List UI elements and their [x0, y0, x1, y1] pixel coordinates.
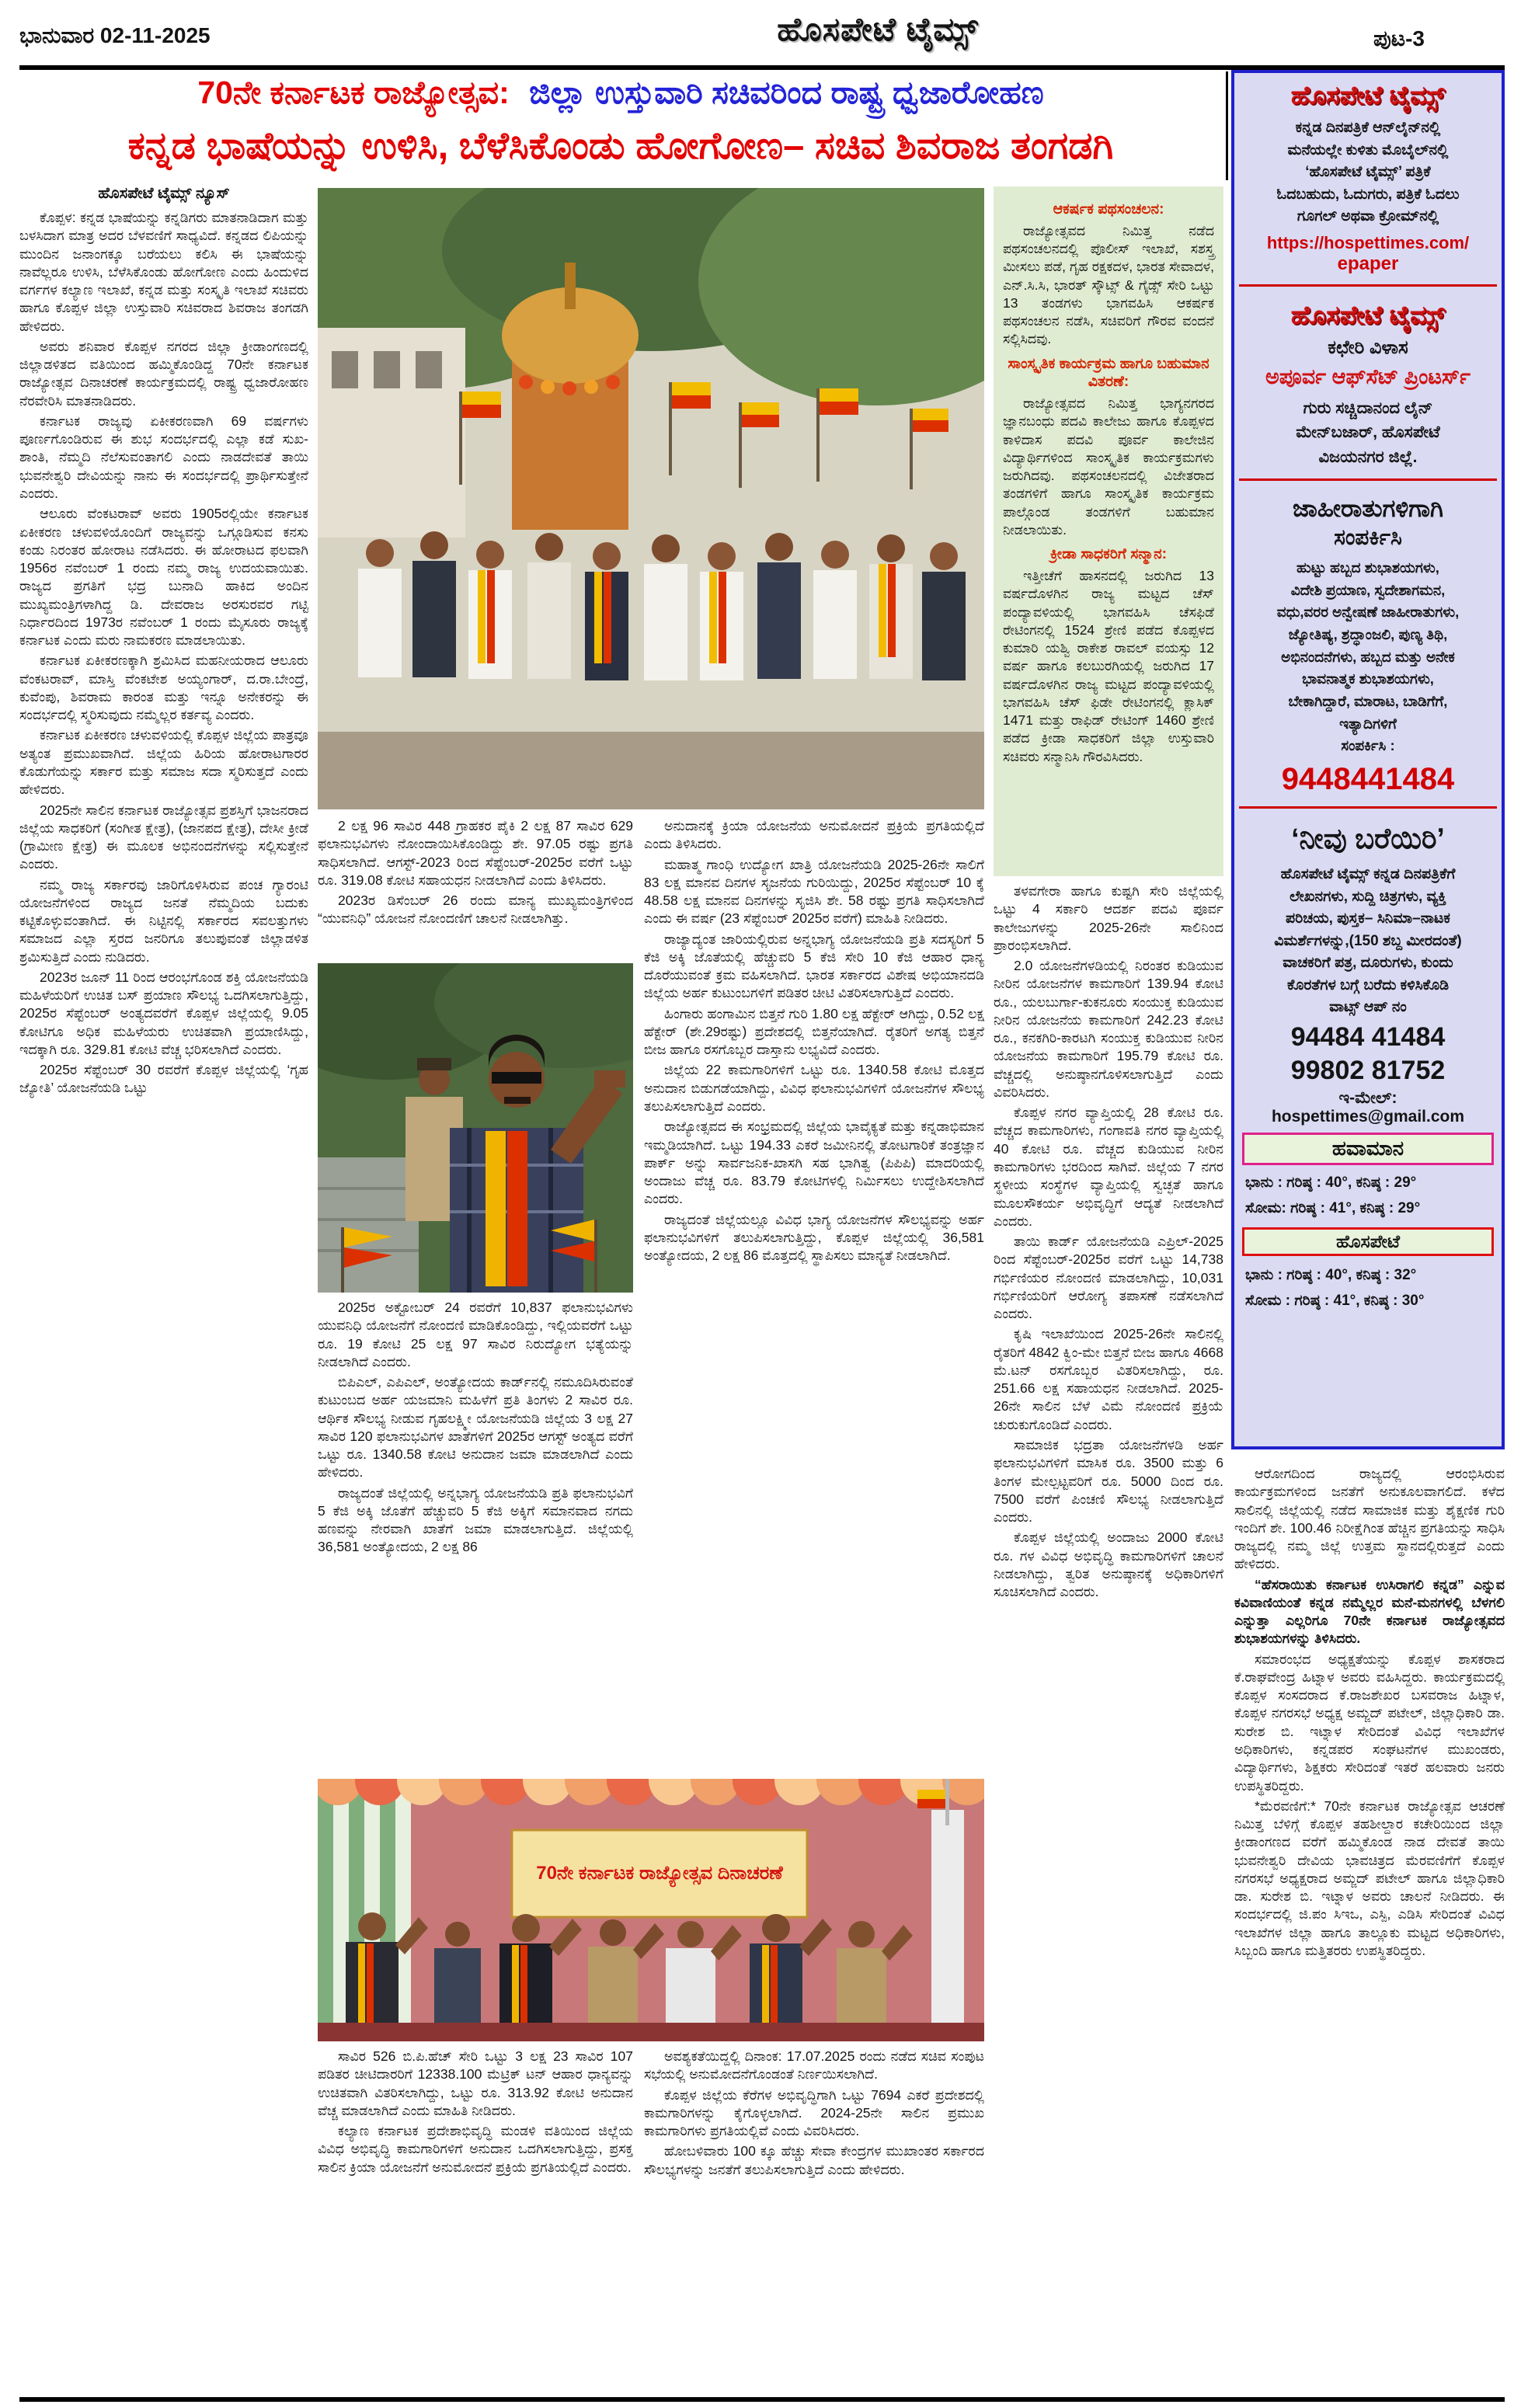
headline-sidebar-divider: [1226, 71, 1228, 180]
paragraph: ಕರ್ನಾಟಕ ಏಕೀಕರಣಕ್ಕಾಗಿ ಶ್ರಮಿಸಿದ ಮಹನೀಯರಾದ ಆಲೂರು ವೆಂಕಟರಾವ್, ಮಾಸ್ತಿ ವೆಂಕಟೇಶ ಅಯ್ಯಂಗಾರ್, ದ.ರಾ.ಬೇಂದ್ರೆ, ಕುವೆಂಪು, ಶಿವರಾಮ ಕಾರಂತ ಮತ್ತು ಇನ್ನೂ ಅನೇಕರನ್ನು ಈ ಸಂದರ್ಭದಲ್ಲಿ ಸ್ಮರಿಸುವುದು ನಮ್ಮೆಲ್ಲರ ಕರ್ತವ್ಯ ಎಂದರು.: [19, 652, 308, 723]
paragraph: ಸಾವಿರ 526 ಬಿ.ಪಿ.ಹೆಚ್ ಸೇರಿ ಒಟ್ಟು 3 ಲಕ್ಷ 23 ಸಾವಿರ 107 ಪಡಿತರ ಚೀಟಿದಾರರಿಗೆ 12338.100 ಮೆಟ್ರಿಕ್ ಟನ್ ಆಹಾರ ಧಾನ್ಯವನ್ನು ಉಚಿತವಾಗಿ ವಿತರಿಸಲಾಗಿದ್ದು, ಒಟ್ಟು ರೂ. 313.92 ಕೋಟಿ ಅನುದಾನ ವೆಚ್ಚ ಮಾಡಲಾಗಿದೆ ಎಂದು ಮಾಹಿತಿ ನೀಡಿದರು.: [318, 2048, 633, 2118]
paragraph: ನಮ್ಮ ರಾಜ್ಯ ಸರ್ಕಾರವು ಜಾರಿಗೊಳಿಸಿರುವ ಪಂಚ ಗ್ಯಾರಂಟಿ ಯೋಜನೆಗಳಿಂದ ರಾಜ್ಯದ ಜನತೆ ನೆಮ್ಮದಿಯ ಬದುಕು ಕಟ್ಟಿಕೊಳ್ಳುವಂತಾಗಿದೆ. ಈ ನಿಟ್ಟಿನಲ್ಲಿ ಸರ್ಕಾರದ ಸವಲತ್ತುಗಳು ಸಮಾಜದ ಎಲ್ಲಾ ಸ್ತರದ ಜನರಿಗೂ ತಲುಪುವಂತೆ ಜಿಲ್ಲಾಡಳಿತ ಶ್ರಮಿಸುತ್ತಿದೆ ಎಂದು ನುಡಿದರು.: [19, 876, 308, 965]
headline-main: ಕನ್ನಡ ಭಾಷೆಯನ್ನು ಉಳಿಸಿ, ಬೆಳೆಸಿಕೊಂಡು ಹೋಗೋಣ– ಸಚಿವ ಶಿವರಾಜ ತಂಗಡಗಿ: [127, 125, 1114, 167]
column-a-top: [318, 817, 633, 959]
photo-minister-salute-illustration: [318, 963, 633, 1293]
paragraph: ಜ್ಯೋತಿಷ್ಯ, ಶ್ರದ್ಧಾಂಜಲಿ, ಪುಣ್ಯ ತಿಥಿ,: [1288, 626, 1448, 643]
paragraph: ‘ಹೊಸಪೇಟೆ ಟೈಮ್ಸ್’ ಪತ್ರಿಕೆ: [1305, 164, 1431, 180]
paragraph: ಹಿಂಗಾರು ಹಂಗಾಮಿನ ಬಿತ್ತನೆ ಗುರಿ 1.80 ಲಕ್ಷ ಹೆಕ್ಟೇರ್ ಆಗಿದ್ದು, 0.52 ಲಕ್ಷ ಹೆಕ್ಟೇರ್ (ಶೇ.29ರಷ್ಟು) ಪ್ರದೇಶದಲ್ಲಿ ಬಿತ್ತನೆಯಾಗಿದೆ. ರೈತರಿಗೆ ಅಗತ್ಯ ಬಿತ್ತನೆ ಬೀಜ ಹಾಗೂ ರಸಗೊಬ್ಬರ ದಾಸ್ತಾನು ಲಭ್ಯವಿದೆ ಎಂದರು.: [644, 1005, 984, 1058]
paragraph: ಮೇನ್‌ಬಜಾರ್, ಹೊಸಪೇಟೆ: [1296, 423, 1440, 441]
epaper-url: https://hospettimes.com/: [1266, 232, 1470, 252]
epaper-ad-lines: [1241, 117, 1495, 228]
photo-procession-illustration: [318, 188, 984, 809]
paragraph: ವಧು,ವರರ ಅನ್ವೇಷಣೆ ಜಾಹೀರಾತುಗಳು,: [1276, 604, 1460, 621]
office-address-title: ಕಛೇರಿ ವಿಳಾಸ: [1328, 336, 1408, 358]
photo-minister-salute: [318, 963, 633, 1293]
paragraph: ಸೋಮ : ಗರಿಷ್ಠ : 41°, ಕನಿಷ್ಠ : 30°: [1245, 1293, 1425, 1310]
paragraph: ಕೊರತೆಗಳ ಬಗ್ಗೆ ಬರೆದು ಕಳಿಸಿಕೊಡಿ: [1286, 976, 1450, 993]
paragraph: ರಾಜ್ಯೋತ್ಸವದ ನಿಮಿತ್ತ ನಡೆದ ಪಥಸಂಚಲನದಲ್ಲಿ ಪೊಲೀಸ್ ಇಲಾಖೆ, ಸಶಸ್ತ್ರ ಮೀಸಲು ಪಡೆ, ಗೃಹ ರಕ್ಷಕದಳ, ಭಾರತ ಸೇವಾದಳ, ಎನ್.ಸಿ.ಸಿ, ಭಾರತ್ ಸ್ಕೌಟ್ಸ್ & ಗೈಡ್ಸ್ ಸೇರಿ ಒಟ್ಟು 13 ತಂಡಗಳು ಭಾಗವಹಿಸಿ ಆಕರ್ಷಕ ಪಥಸಂಚಲನ ನಡೆಸಿ, ಸಚಿವರಿಗೆ ಗೌರವ ವಂದನೆ ಸಲ್ಲಿಸಿದವು.: [1003, 222, 1214, 347]
photo-procession: [318, 188, 984, 809]
paragraph: ರಾಜ್ಯೋತ್ಸವದ ನಿಮಿತ್ತ ಭಾಗ್ಯನಗರದ ಜ್ಞಾನಬಂಧು ಪದವಿ ಕಾಲೇಜು ಹಾಗೂ ಕೊಪ್ಪಳದ ಕಾಳಿದಾಸ ಪದವಿ ಪೂರ್ವ ಕಾಲೇಜಿನ ವಿದ್ಯಾರ್ಥಿಗಳಿಂದ ಸಾಂಸ್ಕೃತಿಕ ಕಾರ್ಯಕ್ರಮಗಳು ಜರುಗಿದವು. ಪಥಸಂಚಲನದಲ್ಲಿ ವಿಜೇತರಾದ ತಂಡಗಳಿಗೆ ಹಾಗೂ ಸಾಂಸ್ಕೃತಿಕ ಕಾರ್ಯಕ್ರಮ ಪಾಲ್ಗೊಂಡ ತಂಡಗಳಿಗೆ ಬಹುಮಾನ ನೀಡಲಾಯಿತು.: [1003, 395, 1214, 538]
column-b-top-text: [644, 817, 984, 1265]
column-b-top: [644, 817, 984, 1774]
column-1-text: [19, 209, 308, 1098]
column-5-text: [994, 882, 1223, 1601]
paragraph: ಸೋಮ: ಗರಿಷ್ಠ : 41°, ಕನಿಷ್ಠ : 29°: [1245, 1199, 1421, 1216]
sidebar-article-continuation: [1234, 1465, 1505, 2394]
paragraph: ವಿಮರ್ಶೆಗಳನ್ನು,(150 ಶಬ್ದ ಮೀರದಂತೆ): [1274, 932, 1462, 949]
sidebar-divider-3: [1239, 806, 1497, 809]
paragraph: 2025ನೇ ಸಾಲಿನ ಕರ್ನಾಟಕ ರಾಜ್ಯೋತ್ಸವ ಪ್ರಶಸ್ತಿಗೆ ಭಾಜನರಾದ ಜಿಲ್ಲೆಯ ಸಾಧಕರಿಗೆ (ಸಂಗೀತ ಕ್ಷೇತ್ರ), (ಜಾನಪದ ಕ್ಷೇತ್ರ), ದೇಸೀ ಕ್ರೀಡೆ (ಗ್ರಾಮೀಣ ಕ್ಷೇತ್ರ) ಈ ಮೂಲಕ ಅಭಿನಂದನೆಗಳನ್ನು ಸಲ್ಲಿಸುತ್ತೇನೆ ಎಂದರು.: [19, 802, 308, 872]
paragraph: ಹುಟ್ಟು ಹಬ್ಬದ ಶುಭಾಶಯಗಳು,: [1296, 559, 1439, 576]
headline-kicker-red: 70ನೇ ಕರ್ನಾಟಕ ರಾಜ್ಯೋತ್ಸವ:: [197, 75, 510, 110]
paragraph: ರಾಜ್ಯದಂತೆ ಜಿಲ್ಲೆಯಲ್ಲಿ ಅನ್ನಭಾಗ್ಯ ಯೋಜನೆಯಡಿ ಪ್ರತಿ ಫಲಾನುಭವಿಗೆ 5 ಕೆಜಿ ಅಕ್ಕಿ ಜೊತೆಗೆ ಹೆಚ್ಚುವರಿ 5 ಕೆಜಿ ಅಕ್ಕಿಗೆ ಸಮಾನವಾದ ನಗದು ಹಣವನ್ನು ನೇರವಾಗಿ ಖಾತೆಗೆ ಜಮಾ ಮಾಡಲಾಗುತ್ತಿದೆ. ಜಿಲ್ಲೆಯಲ್ಲಿ 36,581 ಅಂತ್ಯೋದಯ, 2 ಲಕ್ಷ 86: [318, 1484, 633, 1555]
paragraph: ಇತ್ಯಾದಿಗಳಿಗೆ: [1339, 715, 1397, 732]
paragraph: ಓದಬಹುದು, ಓದುಗರು, ಪತ್ರಿಕೆ ಓದಲು: [1276, 186, 1460, 203]
column-a-mid: [318, 1299, 633, 1774]
paragraph: ಆರೋಗದಿಂದ ರಾಜ್ಯದಲ್ಲಿ ಆರಂಭಿಸಿರುವ ಕಾರ್ಯಕ್ರಮಗಳಿಂದ ಜನತೆಗೆ ಅನುಕೂಲವಾಗಲಿದೆ. ಕಳೆದ ಸಾಲಿನಲ್ಲಿ ಜಿಲ್ಲೆಯಲ್ಲಿ ನಡೆದ ಸಾಮಾಜಿಕ ಮತ್ತು ಶೈಕ್ಷಣಿಕ ಗುರಿ ಇಂದಿಗೆ ಶೇ. 100.46 ನಿರೀಕ್ಷೆಗಿಂತ ಹೆಚ್ಚಿನ ಪ್ರಗತಿಯನ್ನು ಸಾಧಿಸಿ ರಾಜ್ಯದಲ್ಲಿ ನಮ್ಮ ಜಿಲ್ಲೆ ಉತ್ತಮ ಸ್ಥಾನದಲ್ಲಿರುತ್ತದೆ ಎಂದು ಹೇಳಿದರು.: [1234, 1466, 1505, 1572]
write-to-us-title: ‘ನೀವು ಬರೆಯಿರಿ’: [1291, 823, 1445, 855]
paragraph: ತಾಯಿ ಕಾರ್ಡ್ ಯೋಜನೆಯಡಿ ಎಪ್ರಿಲ್-2025 ರಿಂದ ಸೆಪ್ಟೆಂಬರ್-2025ರ ವರೆಗೆ ಒಟ್ಟು 14,738 ಗರ್ಭಿಣಿಯರ ನೋಂದಣಿ ಮಾಡಲಾಗಿದ್ದು, 10,031 ಗರ್ಭಿಣಿಯರಿಗೆ ಆರೋಗ್ಯ ತಪಾಸಣೆ ನಡೆಸಲಾಗಿದೆ ಎಂದರು.: [994, 1234, 1223, 1322]
paragraph: ಹೊಸಪೇಟೆ ಟೈಮ್ಸ್ ಕನ್ನಡ ದಿನಪತ್ರಿಕೆಗೆ: [1280, 866, 1456, 883]
masthead-title: ಹೊಸಪೇಟೆ ಟೈಮ್ಸ್: [777, 11, 979, 47]
column-b-bottom-text: [644, 2048, 984, 2179]
column-a-top-text: [318, 817, 633, 928]
green-box-text: [1003, 200, 1214, 766]
sidebar-divider-1: [1239, 284, 1497, 287]
headline-kicker-blue: ಜಿಲ್ಲಾ ಉಸ್ತುವಾರಿ ಸಚಿವರಿಂದ ರಾಷ್ಟ್ರ ಧ್ವಜಾರೋಹಣ: [529, 75, 1044, 110]
sidebar-divider-2: [1239, 478, 1497, 481]
sidebar: [1231, 70, 1505, 1449]
paragraph: *ಮೆರವಣಿಗೆ:* 70ನೇ ಕರ್ನಾಟಕ ರಾಜ್ಯೋತ್ಸವ ಆಚರಣೆ ನಿಮಿತ್ತ ಬೆಳಿಗ್ಗೆ ಕೊಪ್ಪಳ ತಹಶೀಲ್ದಾರ ಕಚೇರಿಯಿಂದ ಜಿಲ್ಲಾ ಕ್ರೀಡಾಂಗಣದ ವರೆಗೆ ಹಮ್ಮಿಕೊಂಡ ನಾಡ ದೇವತೆ ತಾಯಿ ಭುವನೇಶ್ವರಿ ದೇವಿಯ ಭಾವಚಿತ್ರದ ಮೆರವಣಿಗೆಗೆ ಕೊಪ್ಪಳ ನಗರಸಭೆ ಅಧ್ಯಕ್ಷರಾದ ಅಮ್ಜದ್ ಪಟೇಲ್ ಹಾಗೂ ಜಿಲ್ಲಾಧಿಕಾರಿ ಡಾ. ಸುರೇಶ ಬಿ. ಇಟ್ನಾಳ ಅವರು ಚಾಲನೆ ನೀಡಿದರು. ಈ ಸಂದರ್ಭದಲ್ಲಿ ಜಿ.ಪಂ ಸಿಇಒ, ಎಸ್ಪಿ, ಎಡಿಸಿ ಸೇರಿದಂತೆ ವಿವಿಧ ಇಲಾಖೆಗಳ ಜಿಲ್ಲಾ ಹಾಗೂ ತಾಲ್ಲೂಕು ಮಟ್ಟದ ಅಧಿಕಾರಿಗಳು, ಸಿಬ್ಬಂದಿ ಹಾಗೂ ಮತ್ತಿತರರು ಉಪಸ್ಥಿತರಿದ್ದರು.: [1234, 1797, 1505, 1958]
paragraph: ಕರ್ನಾಟಕ ಏಕೀಕರಣ ಚಳುವಳಿಯಲ್ಲಿ ಕೊಪ್ಪಳ ಜಿಲ್ಲೆಯ ಪಾತ್ರವೂ ಅತ್ಯಂತ ಪ್ರಮುಖವಾಗಿದೆ. ಜಿಲ್ಲೆಯ ಹಿರಿಯ ಹೋರಾಟಗಾರರ ಕೊಡುಗೆಯನ್ನು ಸರ್ಕಾರ ಮತ್ತು ಸಮಾಜ ಸದಾ ಸ್ಮರಿಸುತ್ತದೆ ಎಂದು ಹೇಳಿದರು.: [19, 727, 308, 798]
page-number: ಪುಟ-3: [1373, 26, 1425, 50]
advertise-title-2: ಸಂಪರ್ಕಿಸಿ: [1334, 525, 1402, 549]
photo-stage-salute: [318, 1779, 984, 2041]
epaper-ad: [1234, 73, 1502, 278]
dateline: ಹೊಸಪೇಟೆ ಟೈಮ್ಸ್ ನ್ಯೂಸ್: [98, 185, 230, 202]
headline-kicker: [19, 73, 1222, 112]
paragraph: 2 ಲಕ್ಷ 96 ಸಾವಿರ 448 ಗ್ರಾಹಕರ ಪೈಕಿ 2 ಲಕ್ಷ 87 ಸಾವಿರ 629 ಫಲಾನುಭವಿಗಳು ನೋಂದಾಯಿಸಿಕೊಂಡಿದ್ದು ಶೇ. 97.05 ರಷ್ಟು ಪ್ರಗತಿ ಸಾಧಿಸಲಾಗಿದೆ. ಆಗಸ್ಟ್-2023 ರಿಂದ ಸೆಪ್ಟೆಂಬರ್-2025ರ ವರೆಗೆ ಒಟ್ಟು ರೂ. 319.08 ಕೋಟಿ ಸಹಾಯಧನ ನೀಡಲಾಗಿದೆ ಎಂದು ತಿಳಿಸಿದರು.: [318, 818, 633, 888]
green-highlight-box: [994, 186, 1223, 876]
advertise-contact-ad: [1234, 487, 1502, 800]
write-to-us-ad: [1234, 815, 1502, 1129]
paragraph: ಸಂಪರ್ಕಿಸಿ :: [1341, 737, 1395, 754]
paragraph: “ಹೆಸರಾಯಿತು ಕರ್ನಾಟಕ ಉಸಿರಾಗಲಿ ಕನ್ನಡ” ಎನ್ನುವ ಕವಿವಾಣಿಯಂತೆ ಕನ್ನಡ ನಮ್ಮೆಲ್ಲರ ಮನೆ-ಮನಗಳಲ್ಲಿ ಬೆಳಗಲಿ ಎನ್ನುತ್ತಾ ಎಲ್ಲರಿಗೂ 70ನೇ ಕರ್ನಾಟಕ ರಾಜ್ಯೋತ್ಸವದ ಶುಭಾಶಯಗಳನ್ನು ತಿಳಿಸಿದರು.: [1234, 1576, 1505, 1647]
sidebar-article-text: [1234, 1465, 1505, 1960]
column-a-bottom-text: [318, 2048, 633, 2177]
sub-heading: ಆಕರ್ಷಕ ಪಥಸಂಚಲನ:: [1053, 201, 1164, 217]
weather-title: ಹವಾಮಾನ: [1242, 1133, 1494, 1165]
paragraph: 2025ರ ಸೆಪ್ಟೆಂಬರ್ 30 ರವರೆಗೆ ಕೊಪ್ಪಳ ಜಿಲ್ಲೆಯಲ್ಲಿ ‘ಗೃಹ ಜ್ಯೋತಿ’ ಯೋಜನೆಯಡಿ ಒಟ್ಟು: [19, 1062, 308, 1096]
column-5: [994, 882, 1223, 2396]
office-address-lines: [1241, 396, 1495, 470]
paragraph: ರಾಜ್ಯಾದ್ಯಂತ ಜಾರಿಯಲ್ಲಿರುವ ಅನ್ನಭಾಗ್ಯ ಯೋಜನೆಯಡಿ ಪ್ರತಿ ಸದಸ್ಯರಿಗೆ 5 ಕೆಜಿ ಅಕ್ಕಿ ಜೊತೆಯಲ್ಲಿ ಹೆಚ್ಚುವರಿ 5 ಕೆಜಿ ಸೇರಿ 10 ಕೆಜಿ ಆಹಾರ ಧಾನ್ಯ ದೊರೆಯುವಂತೆ ಕ್ರಮ ವಹಿಸಲಾಗಿದೆ. ಭಾರತ ಸರ್ಕಾರದ ವಿಶೇಷ ಅಭಿಯಾನದಡಿ ಜಿಲ್ಲೆಯ ಅರ್ಹ ಕುಟುಂಬಗಳಿಗೆ ಪಡಿತರ ಚೀಟಿ ವಿತರಿಸಲಾಗುತ್ತಿದೆ ಎಂದರು.: [644, 931, 984, 1001]
paragraph: ಅಭಿನಂದನೆಗಳು, ಹಬ್ಬದ ಮತ್ತು ಅನೇಕ: [1281, 648, 1455, 665]
write-to-us-lines: [1241, 864, 1495, 1019]
paragraph: 2023ರ ಡಿಸೆಂಬರ್ 26 ರಂದು ಮಾನ್ಯ ಮುಖ್ಯಮಂತ್ರಿಗಳಿಂದ “ಯುವನಿಧಿ” ಯೋಜನೆ ನೋಂದಣಿಗೆ ಚಾಲನೆ ನೀಡಲಾಗಿತ್ತು.: [318, 893, 633, 927]
epaper-ad-logo: ಹೊಸಪೇಟೆ ಟೈಮ್ಸ್: [1290, 81, 1446, 110]
paragraph: ಭಾನು : ಗರಿಷ್ಠ : 40°, ಕನಿಷ್ಠ : 29°: [1245, 1174, 1417, 1191]
weather-rows-koppal: [1234, 1168, 1502, 1223]
office-ad-logo: ಹೊಸಪೇಟೆ ಟೈಮ್ಸ್: [1290, 300, 1446, 329]
press-name: ಅಪೂರ್ವ ಆಫ್‌ಸೆಟ್ ಪ್ರಿಂಟರ್ಸ್: [1265, 364, 1471, 388]
office-address-ad: [1234, 293, 1502, 473]
paragraph: ಕೊಪ್ಪಳ: ಕನ್ನಡ ಭಾಷೆಯನ್ನು ಕನ್ನಡಿಗರು ಮಾತನಾಡಿದಾಗ ಮತ್ತು ಬಳಸಿದಾಗ ಮಾತ್ರ ಅದರ ಬೆಳವಣಿಗೆ ಸಾಧ್ಯವಿದೆ. ಕನ್ನಡದ ಲಿಪಿಯನ್ನು ಮುಂದಿನ ಜನಾಂಗಕ್ಕೂ ಬರೆಯಲು ಕಲಿಸಿ ಈ ಭಾಷೆಯನ್ನು ನಾವೆಲ್ಲರೂ ಉಳಿಸಿ, ಬೆಳೆಸಿಕೊಂಡು ಹೋಗೋಣ ಎಂದು ಹಿಂದುಳಿದ ವರ್ಗಗಳ ಕಲ್ಯಾಣ ಇಲಾಖೆ, ಕನ್ನಡ ಮತ್ತು ಸಂಸ್ಕೃತಿ ಇಲಾಖೆ ಸಚಿವರು ಹಾಗೂ ಕೊಪ್ಪಳ ಜಿಲ್ಲಾ ಉಸ್ತುವಾರಿ ಸಚಿವರಾದ ಶಿವರಾಜ ತಂಗಡಗಿ ಹೇಳಿದರು.: [19, 210, 308, 334]
whatsapp-number-2: 99802 81752: [1290, 1055, 1446, 1085]
paragraph: ಜಿಲ್ಲೆಯ 22 ಕಾಮಗಾರಿಗಳಿಗೆ ಒಟ್ಟು ರೂ. 1340.58 ಕೋಟಿ ಮೊತ್ತದ ಅನುದಾನ ಬಿಡುಗಡೆಯಾಗಿದ್ದು, ವಿವಿಧ ಫಲಾನುಭವಿಗಳಿಗೆ ಯೋಜನೆಗಳ ಸೌಲಭ್ಯ ತಲುಪಿಸಲಾಗುತ್ತಿದೆ ಎಂದರು.: [644, 1062, 984, 1114]
paragraph: ಗೂಗಲ್ ಅಥವಾ ಕ್ರೋಮ್‌ನಲ್ಲಿ: [1296, 208, 1439, 224]
weather-city-hosapete: ಹೊಸಪೇಟೆ: [1242, 1227, 1494, 1256]
paragraph: ಬೇಕಾಗಿದ್ದಾರೆ, ಮಾರಾಟ, ಬಾಡಿಗೆಗೆ,: [1288, 693, 1448, 710]
bottom-rule: [19, 2397, 1505, 2402]
paragraph: ಕರ್ನಾಟಕ ರಾಜ್ಯವು ಏಕೀಕರಣವಾಗಿ 69 ವರ್ಷಗಳು ಪೂರ್ಣಗೊಂಡಿರುವ ಈ ಶುಭ ಸಂದರ್ಭದಲ್ಲಿ ಎಲ್ಲಾ ಕಡೆ ಸುಖ-ಶಾಂತಿ, ನೆಮ್ಮದಿ ನೆಲೆಸುವಂತಾಗಲಿ ಎಂದು ನಾಡದೇವತೆ ತಾಯಿ ಭುವನೇಶ್ವರಿ ದೇವಿಯನ್ನು ನಾನು ಈ ಸಂದರ್ಭದಲ್ಲಿ ಪ್ರಾರ್ಥಿಸುತ್ತೇನೆ ಎಂದರು.: [19, 412, 308, 501]
paragraph: ಕಲ್ಯಾಣ ಕರ್ನಾಟಕ ಪ್ರದೇಶಾಭಿವೃದ್ಧಿ ಮಂಡಳಿ ವತಿಯಿಂದ ಜಿಲ್ಲೆಯ ವಿವಿಧ ಅಭಿವೃದ್ಧಿ ಕಾಮಗಾರಿಗಳಿಗೆ ಅನುದಾನ ಒದಗಿಸಲಾಗುತ್ತಿದ್ದು, ಪ್ರಸಕ್ತ ಸಾಲಿನ ಕ್ರಿಯಾ ಯೋಜನೆಗೆ ಅನುಮೋದನೆ ಪ್ರಕ್ರಿಯೆ ಪ್ರಗತಿಯಲ್ಲಿದೆ ಎಂದರು.: [318, 2123, 633, 2175]
paragraph: ವಿದೇಶಿ ಪ್ರಯಾಣ, ಸ್ವದೇಶಾಗಮನ,: [1290, 581, 1446, 598]
paragraph: ಸಾಮಾಜಿಕ ಭದ್ರತಾ ಯೋಜನೆಗಳಡಿ ಅರ್ಹ ಫಲಾನುಭವಿಗಳಿಗೆ ಮಾಸಿಕ ರೂ. 3500 ಮತ್ತು 6 ತಿಂಗಳ ಮೇಲ್ಪಟ್ಟವರಿಗೆ ರೂ. 5000 ದಿಂದ ರೂ. 7500 ವರೆಗೆ ಪಿಂಚಣಿ ಸೌಲಭ್ಯ ನೀಡಲಾಗುತ್ತಿದೆ ಎಂದರು.: [994, 1436, 1223, 1526]
paragraph: ರಾಜ್ಯೋತ್ಸವದ ಈ ಸಂಭ್ರಮದಲ್ಲಿ ಜಿಲ್ಲೆಯ ಭಾವೈಕ್ಯತೆ ಮತ್ತು ಕನ್ನಡಾಭಿಮಾನ ಇಮ್ಮಡಿಯಾಗಿದೆ. ಒಟ್ಟು 194.33 ಎಕರೆ ಜಮೀನಿನಲ್ಲಿ ತೋಟಗಾರಿಕೆ ತಂತ್ರಜ್ಞಾನ ಪಾರ್ಕ್ ಅನ್ನು ಸಾರ್ವಜನಿಕ-ಖಾಸಗಿ ಸಹ ಭಾಗಿತ್ವ (ಪಿಪಿಪಿ) ಮಾದರಿಯಲ್ಲಿ ಅಂದಾಜು ವೆಚ್ಚ ರೂ. 83.79 ಕೋಟಿಗಳಲ್ಲಿ ನಿರ್ಮಿಸಲು ಉದ್ದೇಶಿಸಲಾಗಿದೆ ಎಂದರು.: [644, 1119, 984, 1207]
weather-rows-hosapete: [1234, 1261, 1502, 1316]
paragraph: ಬಿಪಿಎಲ್, ಎಪಿಎಲ್, ಅಂತ್ಯೋದಯ ಕಾರ್ಡ್‌ನಲ್ಲಿ ನಮೂದಿಸಿರುವಂತೆ ಕುಟುಂಬದ ಅರ್ಹ ಯಜಮಾನಿ ಮಹಿಳೆಗೆ ಪ್ರತಿ ತಿಂಗಳು 2 ಸಾವಿರ ರೂ. ಆರ್ಥಿಕ ಸೌಲಭ್ಯ ನೀಡುವ ಗೃಹಲಕ್ಷ್ಮೀ ಯೋಜನೆಯಡಿ ಜಿಲ್ಲೆಯ 3 ಲಕ್ಷ 27 ಸಾವಿರ 120 ಫಲಾನುಭವಿಗಳ ಖಾತೆಗಳಿಗೆ 2025ರ ಆಗಸ್ಟ್ ಅಂತ್ಯದ ವರೆಗೆ ಒಟ್ಟು ರೂ. 1340.58 ಕೋಟಿ ಅನುದಾನ ಜಮಾ ಮಾಡಲಾಗಿದೆ ಎಂದು ಹೇಳಿದರು.: [318, 1374, 633, 1481]
whatsapp-number-1: 94484 41484: [1290, 1021, 1446, 1052]
paragraph: ವಾಚಕರಿಗೆ ಪತ್ರ, ದೂರುಗಳು, ಕುಂದು: [1283, 955, 1453, 972]
paragraph: ಕನ್ನಡ ದಿನಪತ್ರಿಕೆ ಆನ್‌ಲೈನ್‌ನಲ್ಲಿ: [1295, 120, 1441, 136]
paragraph: ಭಾನು : ಗರಿಷ್ಠ : 40°, ಕನಿಷ್ಠ : 32°: [1245, 1267, 1417, 1284]
paragraph: ಲೇಖನಗಳು, ಸುದ್ದಿ ಚಿತ್ರಗಳು, ವ್ಯಕ್ತಿ: [1290, 888, 1446, 905]
weather-box: [1234, 1133, 1502, 1316]
paragraph: ಮನೆಯಲ್ಲೇ ಕುಳಿತು ಮೊಬೈಲ್‌ನಲ್ಲಿ: [1287, 141, 1449, 158]
paragraph: 2025ರ ಅಕ್ಟೋಬರ್ 24 ರವರೆಗೆ 10,837 ಫಲಾನುಭವಿಗಳು ಯುವನಿಧಿ ಯೋಜನೆಗೆ ನೋಂದಣಿ ಮಾಡಿಕೊಂಡಿದ್ದು, ಇಲ್ಲಿಯವರೆಗೆ ಒಟ್ಟು ರೂ. 19 ಕೋಟಿ 25 ಲಕ್ಷ 97 ಸಾವಿರ ನಿರುದ್ಯೋಗ ಭತ್ಯೆಯನ್ನು ನೀಡಲಾಗಿದೆ ಎಂದರು.: [318, 1300, 633, 1369]
paragraph: ಹೋಬಳಿವಾರು 100 ಕ್ಕೂ ಹೆಚ್ಚು ಸೇವಾ ಕೇಂದ್ರಗಳ ಮುಖಾಂತರ ಸರ್ಕಾರದ ಸೌಲಭ್ಯಗಳನ್ನು ಜನತೆಗೆ ತಲುಪಿಸಲಾಗುತ್ತಿದೆ ಎಂದು ಹೇಳಿದರು.: [644, 2143, 984, 2177]
paragraph: ತಳವಗೇರಾ ಹಾಗೂ ಕುಷ್ಟಗಿ ಸೇರಿ ಜಿಲ್ಲೆಯಲ್ಲಿ ಒಟ್ಟು 4 ಸರ್ಕಾರಿ ಆದರ್ಶ ಪದವಿ ಪೂರ್ವ ಕಾಲೇಜುಗಳನ್ನು 2025-26ನೇ ಸಾಲಿನಿಂದ ಪ್ರಾರಂಭಿಸಲಾಗಿದೆ.: [994, 883, 1223, 953]
epaper-url-path: epaper: [1337, 252, 1399, 274]
column-1: [19, 185, 308, 2394]
paragraph: ಗುರು ಸಚ್ಚಿದಾನಂದ ಲೈನ್: [1303, 398, 1433, 417]
email-address: ಇ-ಮೇಲ್: hospettimes@gmail.com: [1271, 1088, 1465, 1126]
sub-heading: ಕ್ರೀಡಾ ಸಾಧಕರಿಗೆ ಸನ್ಮಾನ:: [1049, 546, 1168, 563]
paragraph: ಕೊಪ್ಪಳ ಜಿಲ್ಲೆಯಲ್ಲಿ ಅಂದಾಜು 2000 ಕೋಟಿ ರೂ. ಗಳ ವಿವಿಧ ಅಭಿವೃದ್ಧಿ ಕಾಮಗಾರಿಗಳಿಗೆ ಚಾಲನೆ ನೀಡಲಾಗಿದ್ದು, ತ್ವರಿತ ಅನುಷ್ಠಾನಕ್ಕೆ ಅಧಿಕಾರಿಗಳಿಗೆ ಸೂಚಿಸಲಾಗಿದೆ ಎಂದರು.: [994, 1529, 1223, 1600]
paragraph: ಆಲೂರು ವೆಂಕಟರಾವ್ ಅವರು 1905ರಲ್ಲಿಯೇ ಕರ್ನಾಟಕ ಏಕೀಕರಣ ಚಳುವಳಿಯೊಂದಿಗೆ ರಾಜ್ಯವನ್ನು ಒಗ್ಗೂಡಿಸುವ ಕನಸು ಕಂಡು ನಿರಂತರ ಹೋರಾಟ ನಡೆಸಿದರು. ಈ ಹೋರಾಟದ ಫಲವಾಗಿ 1956ರ ನವೆಂಬರ್ 1 ರಂದು ನಮ್ಮ ರಾಜ್ಯ ಉದಯವಾಯಿತು. ರಾಜ್ಯದ ಪ್ರಗತಿಗೆ ಭದ್ರ ಬುನಾದಿ ಹಾಕಿದ ಅಂದಿನ ಮುಖ್ಯಮಂತ್ರಿಗಳಾಗಿದ್ದ ಡಿ. ದೇವರಾಜ ಅರಸುರವರ ಗಟ್ಟಿ ನಿರ್ಧಾರದಿಂದ 1973ರ ನವೆಂಬರ್ 1 ರಂದು ಮೈಸೂರು ರಾಜ್ಯಕ್ಕೆ ಕರ್ನಾಟಕ ಎಂದು ಮರು ನಾಮಕರಣ ಮಾಡಲಾಯಿತು.: [19, 506, 308, 649]
stage-banner-text: 70ನೇ ಕರ್ನಾಟಕ ರಾಜ್ಯೋತ್ಸವ ದಿನಾಚರಣೆ: [536, 1863, 783, 1884]
advertise-phone: 9448441484: [1281, 762, 1455, 797]
paragraph: 2.0 ಯೋಜನೆಗಳಡಿಯಲ್ಲಿ ನಿರಂತರ ಕುಡಿಯುವ ನೀರಿನ ಯೋಜನೆಗಳ ಕಾಮಗಾರಿಗೆ 139.94 ಕೋಟಿ ರೂ., ಯಲಬುರ್ಗಾ-ಕುಕನೂರು ಸಂಯುಕ್ತ ಕುಡಿಯುವ ನೀರಿನ ಯೋಜನೆಯ ಕಾಮಗಾರಿಗೆ 242.23 ಕೋಟಿ ರೂ., ಕನಕಗಿರಿ-ಕಾರಟಗಿ ಸಂಯುಕ್ತ ಕುಡಿಯುವ ನೀರಿನ ಯೋಜನೆಯ ಕಾಮಗಾರಿಗೆ 195.79 ಕೋಟಿ ರೂ. ವೆಚ್ಚದಲ್ಲಿ ಅನುಷ್ಠಾನಗೊಳಿಸಲಾಗುತ್ತಿದೆ ಎಂದು ವಿವರಿಸಿದರು.: [994, 958, 1223, 1100]
paragraph: ಭಾವನಾತ್ಮಕ ಶುಭಾಶಯಗಳು,: [1302, 670, 1434, 687]
column-a-bottom: [318, 2048, 633, 2396]
paragraph: ಅವಶ್ಯಕತೆಯಿದ್ದಲ್ಲಿ ದಿನಾಂಕ: 17.07.2025 ರಂದು ನಡೆದ ಸಚಿವ ಸಂಪುಟ ಸಭೆಯಲ್ಲಿ ಅನುಮೋದನೆಗೊಂಡಂತೆ ನಿರ್ಣಯಿಸಲಾಗಿದೆ.: [644, 2048, 984, 2083]
paragraph: ಕೊಪ್ಪಳ ಜಿಲ್ಲೆಯ ಕೆರೆಗಳ ಅಭಿವೃದ್ಧಿಗಾಗಿ ಒಟ್ಟು 7694 ಎಕರೆ ಪ್ರದೇಶದಲ್ಲಿ ಕಾಮಗಾರಿಗಳನ್ನು ಕೈಗೊಳ್ಳಲಾಗಿದೆ. 2024-25ನೇ ಸಾಲಿನ ಪ್ರಮುಖ ಕಾಮಗಾರಿಗಳು ಪ್ರಗತಿಯಲ್ಲಿವೆ ಎಂದು ವಿವರಿಸಿದರು.: [644, 2086, 984, 2139]
sub-heading: ಸಾಂಸ್ಕೃತಿಕ ಕಾರ್ಯಕ್ರಮ ಹಾಗೂ ಬಹುಮಾನ ವಿತರಣೆ:: [1008, 355, 1209, 391]
paragraph: ವಾಟ್ಸ್ ಆಪ್ ನಂ: [1329, 999, 1407, 1016]
paragraph: ಕೃಷಿ ಇಲಾಖೆಯಿಂದ 2025-26ನೇ ಸಾಲಿನಲ್ಲಿ ರೈತರಿಗೆ 4842 ಕ್ವಿಂ-ಮೇ ಬಿತ್ತನೆ ಬೀಜ ಹಾಗೂ 4668 ಮೆ.ಟನ್ ರಸಗೊಬ್ಬರ ವಿತರಿಸಲಾಗಿದ್ದು, ರೂ. 251.66 ಲಕ್ಷ ಸಹಾಯಧನ ನೀಡಲಾಗಿದೆ. 2025-26ನೇ ಸಾಲಿನ ಬೆಳೆ ವಿಮೆ ನೋಂದಣಿ ಪ್ರಕ್ರಿಯೆ ಚುರುಕುಗೊಂಡಿದೆ ಎಂದರು.: [994, 1326, 1223, 1432]
paragraph: ಕೊಪ್ಪಳ ನಗರ ವ್ಯಾಪ್ತಿಯಲ್ಲಿ 28 ಕೋಟಿ ರೂ. ವೆಚ್ಚದ ಕಾಮಗಾರಿಗಳು, ಗಂಗಾವತಿ ನಗರ ವ್ಯಾಪ್ತಿಯಲ್ಲಿ 40 ಕೋಟಿ ರೂ. ವೆಚ್ಚದ ಕುಡಿಯುವ ನೀರಿನ ಕಾಮಗಾರಿಗಳು ಭರದಿಂದ ಸಾಗಿವೆ. ಜಿಲ್ಲೆಯ 7 ನಗರ ಸ್ಥಳೀಯ ಸಂಸ್ಥೆಗಳ ವ್ಯಾಪ್ತಿಯಲ್ಲಿ ಸ್ವಚ್ಛತೆ ಹಾಗೂ ಮೂಲಸೌಕರ್ಯ ಅಭಿವೃದ್ಧಿಗೆ ಆದ್ಯತೆ ನೀಡಲಾಗಿದೆ ಎಂದರು.: [994, 1105, 1223, 1229]
advertise-lines: [1241, 557, 1495, 757]
paragraph: ಅನುದಾನಕ್ಕೆ ಕ್ರಿಯಾ ಯೋಜನೆಯ ಅನುಮೋದನೆ ಪ್ರಕ್ರಿಯೆ ಪ್ರಗತಿಯಲ್ಲಿದೆ ಎಂದು ತಿಳಿಸಿದರು.: [644, 818, 984, 852]
paragraph: ಅವರು ಶನಿವಾರ ಕೊಪ್ಪಳ ನಗರದ ಜಿಲ್ಲಾ ಕ್ರೀಡಾಂಗಣದಲ್ಲಿ ಜಿಲ್ಲಾಡಳಿತದ ವತಿಯಿಂದ ಹಮ್ಮಿಕೊಂಡಿದ್ದ 70ನೇ ಕರ್ನಾಟಕ ರಾಜ್ಯೋತ್ಸವ ದಿನಾಚರಣೆ ಕಾರ್ಯಕ್ರಮದಲ್ಲಿ ರಾಷ್ಟ್ರ ಧ್ವಜಾರೋಹಣ ನೆರವೇರಿಸಿ ಮಾತನಾಡಿದರು.: [19, 338, 308, 409]
paragraph: ಮಹಾತ್ಮ ಗಾಂಧಿ ಉದ್ಯೋಗ ಖಾತ್ರಿ ಯೋಜನೆಯಡಿ 2025-26ನೇ ಸಾಲಿಗೆ 83 ಲಕ್ಷ ಮಾನವ ದಿನಗಳ ಸೃಜನೆಯ ಗುರಿಯಿದ್ದು, 2025ರ ಸೆಪ್ಟೆಂಬರ್ 10 ಕ್ಕೆ 48.58 ಲಕ್ಷ ಮಾನವ ದಿನಗಳನ್ನು ಸೃಜಿಸಿ ಶೇ. 58 ರಷ್ಟು ಪ್ರಗತಿ ಸಾಧಿಸಲಾಗಿದೆ ಎಂದು ಈ ವರ್ಷ (23 ಸೆಪ್ಟೆಂಬರ್ 2025ರ ವರೆಗೆ) ಮಾಹಿತಿ ನೀಡಿದರು.: [644, 856, 984, 927]
advertise-title: ಜಾಹೀರಾತುಗಳಿಗಾಗಿ: [1293, 495, 1443, 522]
column-a-mid-text: [318, 1299, 633, 1557]
paragraph: ಇತ್ತೀಚೆಗೆ ಹಾಸನದಲ್ಲಿ ಜರುಗಿದ 13 ವರ್ಷದೊಳಗಿನ ರಾಜ್ಯ ಮಟ್ಟದ ಚೆಸ್ ಪಂದ್ಯಾವಳಿಯಲ್ಲಿ ಭಾಗವಹಿಸಿ ಚೆಸಫಿಡೆ ರೇಟಿಂಗನಲ್ಲಿ 1524 ಶ್ರೇಣಿ ಪಡೆದ ಕೊಪ್ಪಳದ ಕುಮಾರಿ ಯಶ್ವಿ ರಾಕೇಶ ರಾವಲ್ ವಯಸ್ಸು 12 ವರ್ಷ ಹಾಗೂ ಕಲಬುರಗಿಯಲ್ಲಿ ಜರುಗಿದ 17 ವರ್ಷದೊಳಗಿನ ರಾಜ್ಯ ಮಟ್ಟದ ಪಂದ್ಯಾವಳಿಯಲ್ಲಿ ಭಾಗವಹಿಸಿ ಚೆಸ್ ಫಿಡೇ ರೇಟಿಂಗನಲ್ಲಿ ಕ್ಲಾಸಿಕ್ 1471 ಮತ್ತು ರಾಫಿಡ್ ರೇಟಿಂಗ್ 1460 ಶ್ರೇಣಿ ಪಡೆದ ಕ್ರೀಡಾ ಸಾಧಕರಿಗೆ ಜಿಲ್ಲಾ ಉಸ್ತುವಾರಿ ಸಚಿವರು ಸನ್ಮಾನಿಸಿ ಗೌರವಿಸಿದರು.: [1003, 567, 1214, 764]
paragraph: ಸಮಾರಂಭದ ಅಧ್ಯಕ್ಷತೆಯನ್ನು ಕೊಪ್ಪಳ ಶಾಸಕರಾದ ಕೆ.ರಾಘವೇಂದ್ರ ಹಿಟ್ನಾಳ ಅವರು ವಹಿಸಿದ್ದರು. ಕಾರ್ಯಕ್ರಮದಲ್ಲಿ ಕೊಪ್ಪಳ ಸಂಸದರಾದ ಕೆ.ರಾಜಶೇಖರ ಬಸವರಾಜ ಹಿಟ್ನಾಳ, ಕೊಪ್ಪಳ ನಗರಸಭೆ ಅಧ್ಯಕ್ಷ ಅಮ್ಜದ್ ಪಟೇಲ್, ಜಿಲ್ಲಾಧಿಕಾರಿ ಡಾ. ಸುರೇಶ ಬಿ. ಇಟ್ನಾಳ ಸೇರಿದಂತೆ ವಿವಿಧ ಇಲಾಖೆಗಳ ಅಧಿಕಾರಿಗಳು, ಕನ್ನಡಪರ ಸಂಘಟನೆಗಳ ಮುಖಂಡರು, ವಿದ್ಯಾರ್ಥಿಗಳು, ಶಿಕ್ಷಕರು ಸೇರಿದಂತೆ ಇತರೆ ಹಲವಾರು ಜನರು ಉಪಸ್ಥಿತರಿದ್ದರು.: [1234, 1651, 1505, 1794]
paragraph: ಪರಿಚಯ, ಪುಸ್ತಕ– ಸಿನಿಮಾ–ನಾಟಕ: [1286, 910, 1450, 927]
paragraph: 2023ರ ಜೂನ್ 11 ರಿಂದ ಆರಂಭಗೊಂಡ ಶಕ್ತಿ ಯೋಜನೆಯಡಿ ಮಹಿಳೆಯರಿಗೆ ಉಚಿತ ಬಸ್ ಪ್ರಯಾಣ ಸೌಲಭ್ಯ ಒದಗಿಸಲಾಗುತ್ತಿದ್ದು, 2025ರ ಸೆಪ್ಟೆಂಬರ್ ಅಂತ್ಯದವರೆಗೆ ಕೊಪ್ಪಳ ಜಿಲ್ಲೆಯಲ್ಲಿ 9.05 ಕೋಟಿಗೂ ಅಧಿಕ ಮಹಿಳೆಯರು ಉಚಿತವಾಗಿ ಪ್ರಯಾಣಿಸಿದ್ದು, ಇದಕ್ಕಾಗಿ ರೂ. 329.81 ಕೋಟಿ ವೆಚ್ಚ ಭರಿಸಲಾಗಿದೆ ಎಂದರು.: [19, 969, 308, 1057]
edition-date: ಭಾನುವಾರ 02-11-2025: [19, 23, 211, 47]
column-b-bottom: [644, 2048, 984, 2396]
paragraph: ವಿಜಯನಗರ ಜಿಲ್ಲೆ.: [1318, 447, 1418, 466]
paragraph: ರಾಜ್ಯದಂತೆ ಜಿಲ್ಲೆಯಲ್ಲೂ ವಿವಿಧ ಭಾಗ್ಯ ಯೋಜನೆಗಳ ಸೌಲಭ್ಯವನ್ನು ಅರ್ಹ ಫಲಾನುಭವಿಗಳಿಗೆ ತಲುಪಿಸಲಾಗುತ್ತಿದ್ದು, ಕೊಪ್ಪಳ ಜಿಲ್ಲೆಯಲ್ಲಿ 36,581 ಅಂತ್ಯೋದಯ, 2 ಲಕ್ಷ 86 ಮೊತ್ತದಲ್ಲಿ ಸ್ಥಾಪಿಸಲು ಮಾನ್ಯತೆ ನೀಡಲಾಗಿದೆ.: [644, 1211, 984, 1264]
